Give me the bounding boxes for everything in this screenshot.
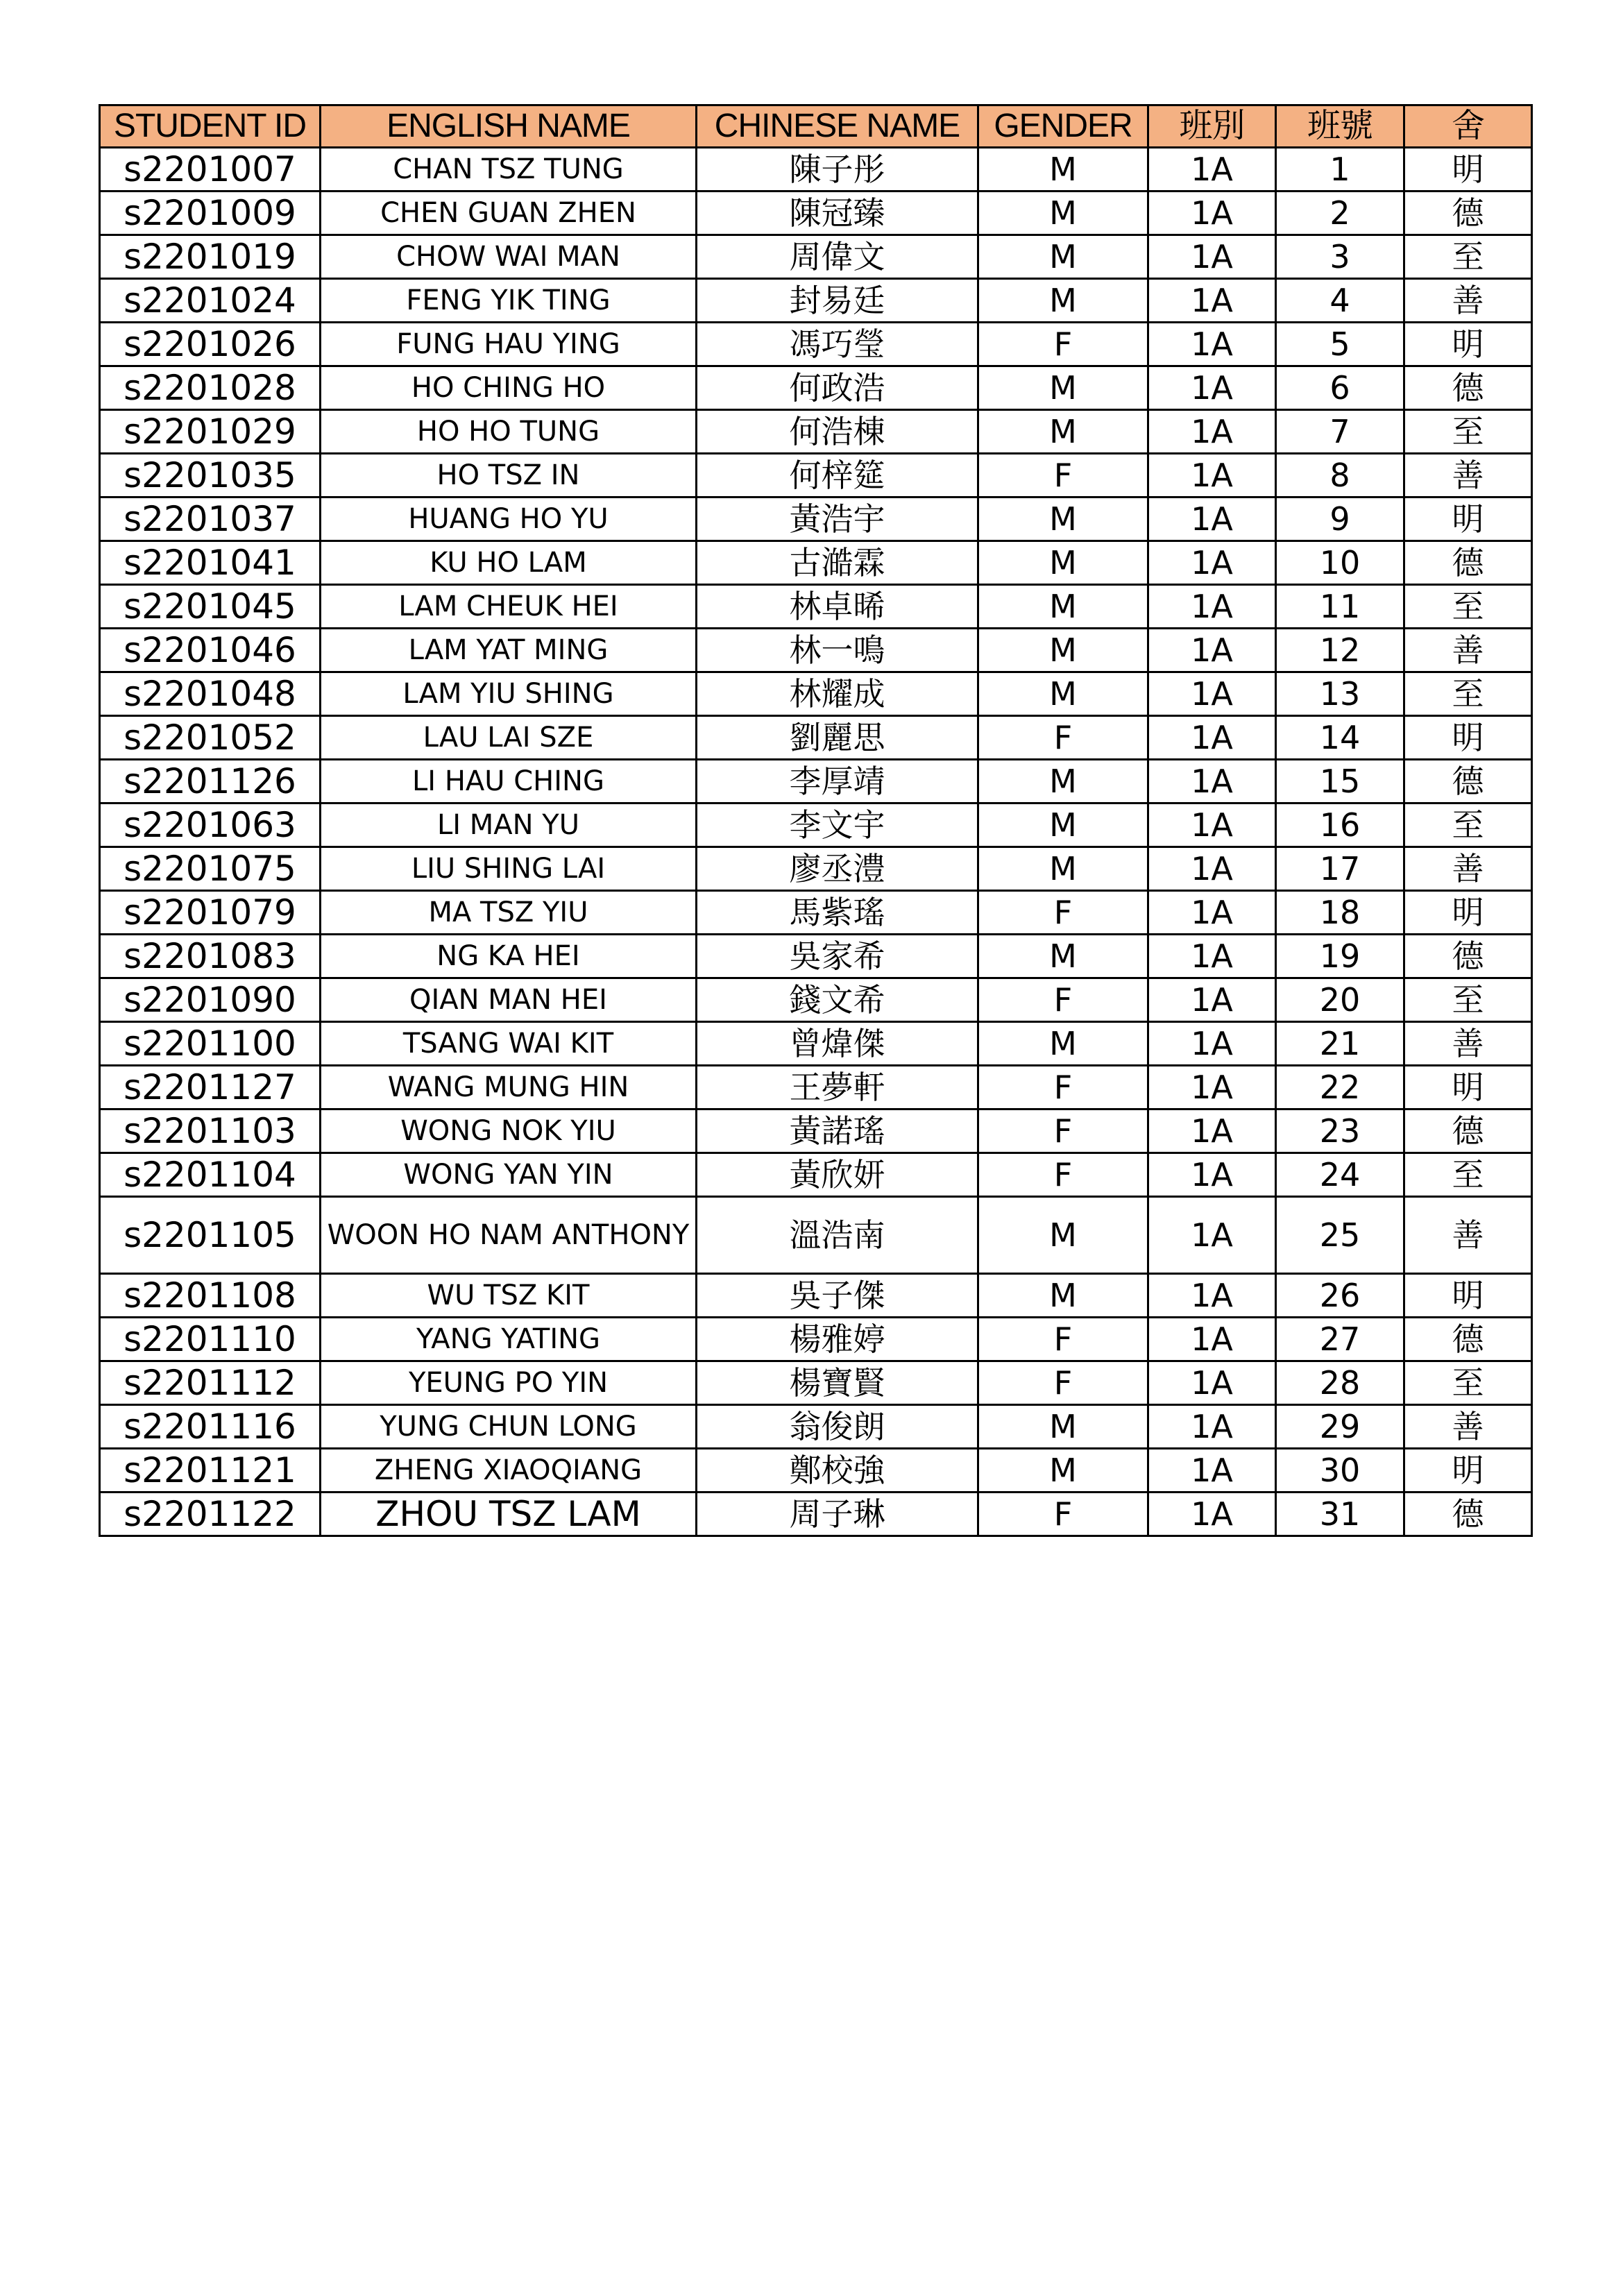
- class-number-cell: 10: [1276, 541, 1404, 585]
- chinese-name-cell: 陳子彤: [697, 148, 978, 192]
- table-row: [100, 192, 1532, 235]
- student-id-cell: s2201009: [100, 192, 321, 235]
- gender-cell: M: [978, 235, 1148, 279]
- class-cell: 1A: [1148, 454, 1276, 498]
- chinese-name-cell: 鄭校強: [697, 1449, 978, 1493]
- class-cell: 1A: [1148, 1109, 1276, 1153]
- class-cell: 1A: [1148, 323, 1276, 366]
- table-row: [100, 1197, 1532, 1274]
- gender-cell: M: [978, 1449, 1148, 1493]
- english-name-cell: YUNG CHUN LONG: [321, 1405, 697, 1449]
- table-row: [100, 847, 1532, 891]
- table-row: [100, 1405, 1532, 1449]
- chinese-name-cell: 馮巧瑩: [697, 323, 978, 366]
- chinese-name-cell: 林卓晞: [697, 585, 978, 629]
- english-name-cell: NG KA HEI: [321, 935, 697, 978]
- chinese-name-cell: 吳家希: [697, 935, 978, 978]
- chinese-name-cell: 陳冠臻: [697, 192, 978, 235]
- student-id-cell: s2201052: [100, 716, 321, 760]
- house-cell: 德: [1404, 192, 1532, 235]
- class-cell: 1A: [1148, 847, 1276, 891]
- chinese-name-cell: 林一鳴: [697, 629, 978, 672]
- class-cell: 1A: [1148, 716, 1276, 760]
- house-cell: 至: [1404, 410, 1532, 454]
- column-header-student-id: STUDENT ID: [100, 105, 321, 148]
- class-number-cell: 15: [1276, 760, 1404, 803]
- chinese-name-cell: 封易廷: [697, 279, 978, 323]
- english-name-cell: LAU LAI SZE: [321, 716, 697, 760]
- english-name-cell: LAM YAT MING: [321, 629, 697, 672]
- table-row: [100, 803, 1532, 847]
- english-name-cell: HUANG HO YU: [321, 498, 697, 541]
- class-number-cell: 29: [1276, 1405, 1404, 1449]
- table-row: [100, 760, 1532, 803]
- chinese-name-cell: 古澔霖: [697, 541, 978, 585]
- chinese-name-cell: 吳子傑: [697, 1274, 978, 1318]
- chinese-name-cell: 何政浩: [697, 366, 978, 410]
- class-cell: 1A: [1148, 498, 1276, 541]
- student-id-cell: s2201019: [100, 235, 321, 279]
- house-cell: 至: [1404, 978, 1532, 1022]
- gender-cell: M: [978, 672, 1148, 716]
- chinese-name-cell: 周偉文: [697, 235, 978, 279]
- chinese-name-cell: 溫浩南: [697, 1197, 978, 1274]
- english-name-cell: YANG YATING: [321, 1318, 697, 1361]
- house-cell: 善: [1404, 279, 1532, 323]
- gender-cell: M: [978, 585, 1148, 629]
- house-cell: 善: [1404, 629, 1532, 672]
- class-number-cell: 25: [1276, 1197, 1404, 1274]
- class-number-cell: 26: [1276, 1274, 1404, 1318]
- header-row: [100, 105, 1532, 148]
- table-row: [100, 672, 1532, 716]
- house-cell: 明: [1404, 716, 1532, 760]
- gender-cell: F: [978, 978, 1148, 1022]
- column-header-gender: GENDER: [978, 105, 1148, 148]
- gender-cell: M: [978, 366, 1148, 410]
- table-row: [100, 1066, 1532, 1109]
- english-name-cell: TSANG WAI KIT: [321, 1022, 697, 1066]
- class-cell: 1A: [1148, 148, 1276, 192]
- student-id-cell: s2201026: [100, 323, 321, 366]
- class-cell: 1A: [1148, 629, 1276, 672]
- chinese-name-cell: 何梓筵: [697, 454, 978, 498]
- house-cell: 德: [1404, 1318, 1532, 1361]
- chinese-name-cell: 李文宇: [697, 803, 978, 847]
- english-name-cell: LAM YIU SHING: [321, 672, 697, 716]
- english-name-cell: QIAN MAN HEI: [321, 978, 697, 1022]
- class-cell: 1A: [1148, 541, 1276, 585]
- house-cell: 善: [1404, 847, 1532, 891]
- column-header-class: 班別: [1148, 105, 1276, 148]
- gender-cell: M: [978, 541, 1148, 585]
- gender-cell: F: [978, 1109, 1148, 1153]
- table-row: [100, 541, 1532, 585]
- house-cell: 德: [1404, 1109, 1532, 1153]
- class-cell: 1A: [1148, 1449, 1276, 1493]
- gender-cell: F: [978, 1493, 1148, 1536]
- table-row: [100, 1318, 1532, 1361]
- class-number-cell: 18: [1276, 891, 1404, 935]
- class-number-cell: 22: [1276, 1066, 1404, 1109]
- house-cell: 德: [1404, 366, 1532, 410]
- class-number-cell: 4: [1276, 279, 1404, 323]
- student-id-cell: s2201045: [100, 585, 321, 629]
- english-name-cell: CHAN TSZ TUNG: [321, 148, 697, 192]
- class-cell: 1A: [1148, 978, 1276, 1022]
- student-id-cell: s2201127: [100, 1066, 321, 1109]
- student-id-cell: s2201029: [100, 410, 321, 454]
- student-id-cell: s2201116: [100, 1405, 321, 1449]
- gender-cell: M: [978, 410, 1148, 454]
- class-number-cell: 28: [1276, 1361, 1404, 1405]
- student-id-cell: s2201079: [100, 891, 321, 935]
- house-cell: 德: [1404, 935, 1532, 978]
- house-cell: 善: [1404, 1197, 1532, 1274]
- class-number-cell: 27: [1276, 1318, 1404, 1361]
- student-id-cell: s2201110: [100, 1318, 321, 1361]
- class-number-cell: 6: [1276, 366, 1404, 410]
- gender-cell: M: [978, 1274, 1148, 1318]
- english-name-cell: FENG YIK TING: [321, 279, 697, 323]
- class-number-cell: 20: [1276, 978, 1404, 1022]
- student-id-cell: s2201063: [100, 803, 321, 847]
- class-number-cell: 16: [1276, 803, 1404, 847]
- english-name-cell: WANG MUNG HIN: [321, 1066, 697, 1109]
- gender-cell: M: [978, 760, 1148, 803]
- class-number-cell: 8: [1276, 454, 1404, 498]
- class-number-cell: 3: [1276, 235, 1404, 279]
- class-number-cell: 14: [1276, 716, 1404, 760]
- class-cell: 1A: [1148, 672, 1276, 716]
- gender-cell: F: [978, 1066, 1148, 1109]
- chinese-name-cell: 廖丞澧: [697, 847, 978, 891]
- student-id-cell: s2201083: [100, 935, 321, 978]
- class-cell: 1A: [1148, 1361, 1276, 1405]
- english-name-cell: LI MAN YU: [321, 803, 697, 847]
- gender-cell: F: [978, 1318, 1148, 1361]
- table-row: [100, 1109, 1532, 1153]
- gender-cell: M: [978, 1197, 1148, 1274]
- class-cell: 1A: [1148, 935, 1276, 978]
- class-cell: 1A: [1148, 410, 1276, 454]
- table-row: [100, 323, 1532, 366]
- chinese-name-cell: 黃欣妍: [697, 1153, 978, 1197]
- class-number-cell: 1: [1276, 148, 1404, 192]
- english-name-cell: KU HO LAM: [321, 541, 697, 585]
- student-id-cell: s2201112: [100, 1361, 321, 1405]
- chinese-name-cell: 周子琳: [697, 1493, 978, 1536]
- student-id-cell: s2201075: [100, 847, 321, 891]
- class-number-cell: 11: [1276, 585, 1404, 629]
- english-name-cell: HO CHING HO: [321, 366, 697, 410]
- roster-body: [100, 148, 1532, 1536]
- student-id-cell: s2201090: [100, 978, 321, 1022]
- class-cell: 1A: [1148, 1318, 1276, 1361]
- english-name-cell: ZHOU TSZ LAM: [321, 1493, 697, 1536]
- class-number-cell: 12: [1276, 629, 1404, 672]
- english-name-cell: LAM CHEUK HEI: [321, 585, 697, 629]
- class-number-cell: 2: [1276, 192, 1404, 235]
- house-cell: 善: [1404, 1405, 1532, 1449]
- class-number-cell: 5: [1276, 323, 1404, 366]
- chinese-name-cell: 李厚靖: [697, 760, 978, 803]
- class-number-cell: 7: [1276, 410, 1404, 454]
- english-name-cell: ZHENG XIAOQIANG: [321, 1449, 697, 1493]
- house-cell: 明: [1404, 1066, 1532, 1109]
- table-row: [100, 148, 1532, 192]
- class-cell: 1A: [1148, 1493, 1276, 1536]
- chinese-name-cell: 王夢軒: [697, 1066, 978, 1109]
- house-cell: 至: [1404, 585, 1532, 629]
- table-row: [100, 629, 1532, 672]
- house-cell: 善: [1404, 1022, 1532, 1066]
- house-cell: 明: [1404, 323, 1532, 366]
- house-cell: 德: [1404, 760, 1532, 803]
- student-id-cell: s2201103: [100, 1109, 321, 1153]
- class-cell: 1A: [1148, 1066, 1276, 1109]
- student-id-cell: s2201108: [100, 1274, 321, 1318]
- class-cell: 1A: [1148, 1197, 1276, 1274]
- class-number-cell: 17: [1276, 847, 1404, 891]
- gender-cell: F: [978, 891, 1148, 935]
- class-cell: 1A: [1148, 1153, 1276, 1197]
- table-row: [100, 716, 1532, 760]
- student-id-cell: s2201007: [100, 148, 321, 192]
- table-row: [100, 585, 1532, 629]
- student-id-cell: s2201100: [100, 1022, 321, 1066]
- student-id-cell: s2201122: [100, 1493, 321, 1536]
- english-name-cell: WOON HO NAM ANTHONY: [321, 1197, 697, 1274]
- table-row: [100, 498, 1532, 541]
- english-name-cell: WONG YAN YIN: [321, 1153, 697, 1197]
- table-row: [100, 1274, 1532, 1318]
- gender-cell: M: [978, 1022, 1148, 1066]
- house-cell: 明: [1404, 498, 1532, 541]
- house-cell: 明: [1404, 148, 1532, 192]
- table-row: [100, 279, 1532, 323]
- class-number-cell: 13: [1276, 672, 1404, 716]
- student-id-cell: s2201121: [100, 1449, 321, 1493]
- table-row: [100, 978, 1532, 1022]
- class-cell: 1A: [1148, 760, 1276, 803]
- english-name-cell: WONG NOK YIU: [321, 1109, 697, 1153]
- class-cell: 1A: [1148, 891, 1276, 935]
- chinese-name-cell: 楊寶賢: [697, 1361, 978, 1405]
- gender-cell: F: [978, 716, 1148, 760]
- gender-cell: M: [978, 192, 1148, 235]
- house-cell: 明: [1404, 1449, 1532, 1493]
- class-number-cell: 9: [1276, 498, 1404, 541]
- gender-cell: M: [978, 935, 1148, 978]
- class-cell: 1A: [1148, 1022, 1276, 1066]
- table-row: [100, 1449, 1532, 1493]
- english-name-cell: WU TSZ KIT: [321, 1274, 697, 1318]
- english-name-cell: HO TSZ IN: [321, 454, 697, 498]
- class-number-cell: 30: [1276, 1449, 1404, 1493]
- student-id-cell: s2201035: [100, 454, 321, 498]
- student-id-cell: s2201037: [100, 498, 321, 541]
- gender-cell: M: [978, 629, 1148, 672]
- class-cell: 1A: [1148, 366, 1276, 410]
- house-cell: 明: [1404, 1274, 1532, 1318]
- gender-cell: M: [978, 1405, 1148, 1449]
- class-cell: 1A: [1148, 1274, 1276, 1318]
- english-name-cell: FUNG HAU YING: [321, 323, 697, 366]
- class-cell: 1A: [1148, 1405, 1276, 1449]
- chinese-name-cell: 黃諾瑤: [697, 1109, 978, 1153]
- english-name-cell: CHOW WAI MAN: [321, 235, 697, 279]
- english-name-cell: LI HAU CHING: [321, 760, 697, 803]
- english-name-cell: HO HO TUNG: [321, 410, 697, 454]
- student-id-cell: s2201046: [100, 629, 321, 672]
- chinese-name-cell: 楊雅婷: [697, 1318, 978, 1361]
- class-cell: 1A: [1148, 585, 1276, 629]
- chinese-name-cell: 何浩棟: [697, 410, 978, 454]
- student-id-cell: s2201024: [100, 279, 321, 323]
- table-row: [100, 1153, 1532, 1197]
- gender-cell: F: [978, 323, 1148, 366]
- student-roster-table: [99, 104, 1533, 1537]
- gender-cell: M: [978, 279, 1148, 323]
- class-cell: 1A: [1148, 803, 1276, 847]
- gender-cell: F: [978, 454, 1148, 498]
- chinese-name-cell: 林耀成: [697, 672, 978, 716]
- student-id-cell: s2201105: [100, 1197, 321, 1274]
- table-row: [100, 1361, 1532, 1405]
- gender-cell: F: [978, 1153, 1148, 1197]
- class-number-cell: 19: [1276, 935, 1404, 978]
- chinese-name-cell: 黃浩宇: [697, 498, 978, 541]
- house-cell: 至: [1404, 672, 1532, 716]
- table-row: [100, 235, 1532, 279]
- english-name-cell: CHEN GUAN ZHEN: [321, 192, 697, 235]
- column-header-class-number: 班號: [1276, 105, 1404, 148]
- class-number-cell: 23: [1276, 1109, 1404, 1153]
- table-row: [100, 1022, 1532, 1066]
- chinese-name-cell: 翁俊朗: [697, 1405, 978, 1449]
- student-id-cell: s2201126: [100, 760, 321, 803]
- class-number-cell: 24: [1276, 1153, 1404, 1197]
- gender-cell: F: [978, 1361, 1148, 1405]
- house-cell: 至: [1404, 803, 1532, 847]
- house-cell: 善: [1404, 454, 1532, 498]
- table-row: [100, 935, 1532, 978]
- chinese-name-cell: 馬紫瑤: [697, 891, 978, 935]
- chinese-name-cell: 錢文希: [697, 978, 978, 1022]
- student-id-cell: s2201028: [100, 366, 321, 410]
- english-name-cell: YEUNG PO YIN: [321, 1361, 697, 1405]
- english-name-cell: LIU SHING LAI: [321, 847, 697, 891]
- table-row: [100, 891, 1532, 935]
- student-id-cell: s2201048: [100, 672, 321, 716]
- class-cell: 1A: [1148, 192, 1276, 235]
- house-cell: 德: [1404, 541, 1532, 585]
- table-row: [100, 410, 1532, 454]
- gender-cell: M: [978, 803, 1148, 847]
- class-cell: 1A: [1148, 235, 1276, 279]
- chinese-name-cell: 劉麗思: [697, 716, 978, 760]
- english-name-cell: MA TSZ YIU: [321, 891, 697, 935]
- column-header-english-name: ENGLISH NAME: [321, 105, 697, 148]
- student-id-cell: s2201041: [100, 541, 321, 585]
- gender-cell: M: [978, 498, 1148, 541]
- gender-cell: M: [978, 148, 1148, 192]
- chinese-name-cell: 曾煒傑: [697, 1022, 978, 1066]
- house-cell: 至: [1404, 1361, 1532, 1405]
- table-row: [100, 366, 1532, 410]
- house-cell: 至: [1404, 1153, 1532, 1197]
- house-cell: 明: [1404, 891, 1532, 935]
- class-number-cell: 31: [1276, 1493, 1404, 1536]
- column-header-chinese-name: CHINESE NAME: [697, 105, 978, 148]
- table-row: [100, 454, 1532, 498]
- class-cell: 1A: [1148, 279, 1276, 323]
- table-row: [100, 1493, 1532, 1536]
- house-cell: 至: [1404, 235, 1532, 279]
- student-id-cell: s2201104: [100, 1153, 321, 1197]
- house-cell: 德: [1404, 1493, 1532, 1536]
- gender-cell: M: [978, 847, 1148, 891]
- column-header-house: 舍: [1404, 105, 1532, 148]
- class-number-cell: 21: [1276, 1022, 1404, 1066]
